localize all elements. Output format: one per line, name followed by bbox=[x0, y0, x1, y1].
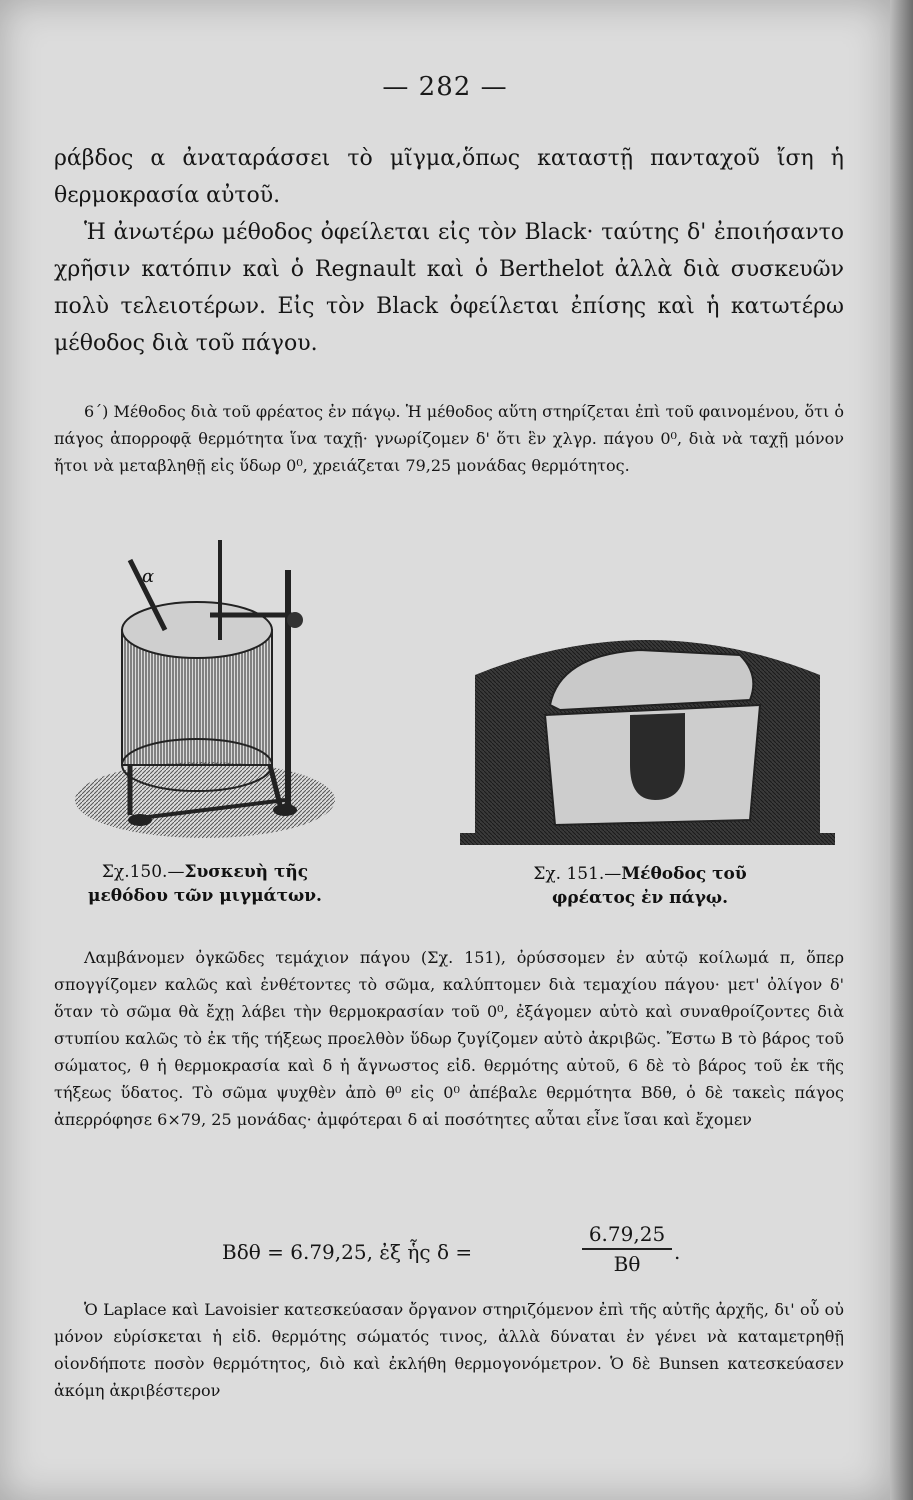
main-paragraph bbox=[54, 944, 844, 1133]
base-floor bbox=[75, 762, 335, 838]
formula-lhs: Βδθ = 6.79,25, ἐξ ἧς δ = bbox=[222, 1240, 473, 1264]
foot bbox=[273, 804, 297, 816]
formula-fraction bbox=[582, 1222, 672, 1276]
formula-end: . bbox=[674, 1240, 681, 1264]
page-edge bbox=[890, 0, 913, 1500]
section-6-paragraph bbox=[54, 398, 844, 479]
paragraph-4: Λαμβάνομεν ὀγκῶδες τεμάχιον πάγου (Σχ. 151), ὀρύσσομεν ἐν αὐτῷ κοίλωμά π, ὅπερ σπογγίζομεν καλῶς καὶ ἐνθέτοντες τὸ σῶμα, καλύπτομεν διὰ τεμαχίου πάγου· μετ' ὀλίγον δ' ὅταν τὸ σῶμα θὰ ἔχῃ λάβει τὴν θερμοκρασίαν τοῦ 0⁰, ἐξάγομεν αὐτὸ καὶ συναθροίζοντες διὰ στυπίου καλῶς τὸ ἐκ τῆς τήξεως προελθὸν ὕδωρ ζυγίζομεν αὐτὸ ἀκριβῶς. Ἔστω Β τὸ βάρος τοῦ σώματος, θ ἡ θερμοκρασία καὶ δ ἡ ἄγνωστος εἰδ. θερμότης αὐτοῦ, 6 δὲ τὸ βάρος τοῦ ἐκ τῆς τήξεως ὕδατος. Τὸ σῶμα ψυχθὲν ἀπὸ θ⁰ εἰς 0⁰ ἀπέβαλε θερμότητα Βδθ, ὁ δὲ τακεὶς πάγος ἀπερρόφησε 6×79, 25 μονάδας· ἀμφότεραι δ αἱ ποσότητες αὗται εἶνε ἴσαι καὶ ἔχομεν bbox=[54, 948, 844, 1129]
paragraph-1: ράβδος α ἀναταράσσει τὸ μῖγμα,ὅπως καταστῇ πανταχοῦ ἴση ἡ θερμοκρασία αὐτοῦ. bbox=[54, 146, 844, 208]
formula-numerator: 6.79,25 bbox=[582, 1222, 672, 1250]
figure-151-ice-well bbox=[460, 615, 835, 850]
page-number: — 282 — bbox=[382, 72, 508, 102]
figure-151-caption: Σχ. 151.—Μέθοδος τοῦ φρέατος ἐν πάγῳ. bbox=[533, 864, 747, 908]
floor bbox=[460, 833, 835, 845]
formula-denominator: Βθ bbox=[613, 1252, 641, 1276]
paragraph-3: 6΄) Μέθοδος διὰ τοῦ φρέατος ἐν πάγῳ. Ἡ μέθοδος αὕτη στηρίζεται ἐπὶ τοῦ φαινομένου, ὅτι ὁ πάγος ἀπορροφᾷ θερμότητα ἵνα ταχῇ· γνωρίζομεν δ' ὅτι ἓν χλγρ. πάγου 0⁰, διὰ νὰ ταχῇ μόνον ἤτοι νὰ μεταβληθῇ εἰς ὕδωρ 0⁰, χρειάζεται 79,25 μονάδας θερμότητος. bbox=[54, 402, 844, 475]
formula bbox=[54, 1222, 844, 1292]
label-a: α bbox=[142, 566, 155, 587]
paragraph-2: Ἡ ἀνωτέρω μέθοδος ὀφείλεται εἰς τὸν Black· ταύτης δ' ἐποιήσαντο χρῆσιν κατόπιν καὶ ὁ Regnault καὶ ὁ Berthelot ἀλλὰ διὰ συσκευῶν πολὺ τελειοτέρων. Εἰς τὸν Black ὀφείλεται ἐπίσης καὶ ἡ κατωτέρω μέθοδος διὰ τοῦ πάγου. bbox=[54, 220, 844, 356]
paragraph-continuation bbox=[54, 140, 844, 362]
figure-150-apparatus bbox=[70, 530, 340, 850]
paragraph-5: Ὁ Laplace καὶ Lavoisier κατεσκεύασαν ὄργανον στηριζόμενον ἐπὶ τῆς αὐτῆς ἀρχῆς, δι' οὗ οὐ μόνον εὑρίσκεται ἡ εἰδ. θερμότης σώματός τινος, ἀλλὰ δύναται ἐν γένει νὰ καταμετρηθῇ οἱονδήποτε ποσὸν θερμότητος, διὸ καὶ ἐκλήθη θερμογονόμετρον. Ὁ δὲ Bunsen κατεσκεύασεν ἀκόμη ἀκριβέστερον bbox=[54, 1300, 844, 1400]
vessel-rim bbox=[122, 602, 272, 658]
final-paragraph bbox=[54, 1296, 844, 1404]
ice-cavity bbox=[630, 713, 685, 800]
figure-150-caption: Σχ.150.—Συσκευὴ τῆς μεθόδου τῶν μιγμάτων. bbox=[88, 862, 322, 906]
clamp-screw bbox=[287, 612, 303, 628]
